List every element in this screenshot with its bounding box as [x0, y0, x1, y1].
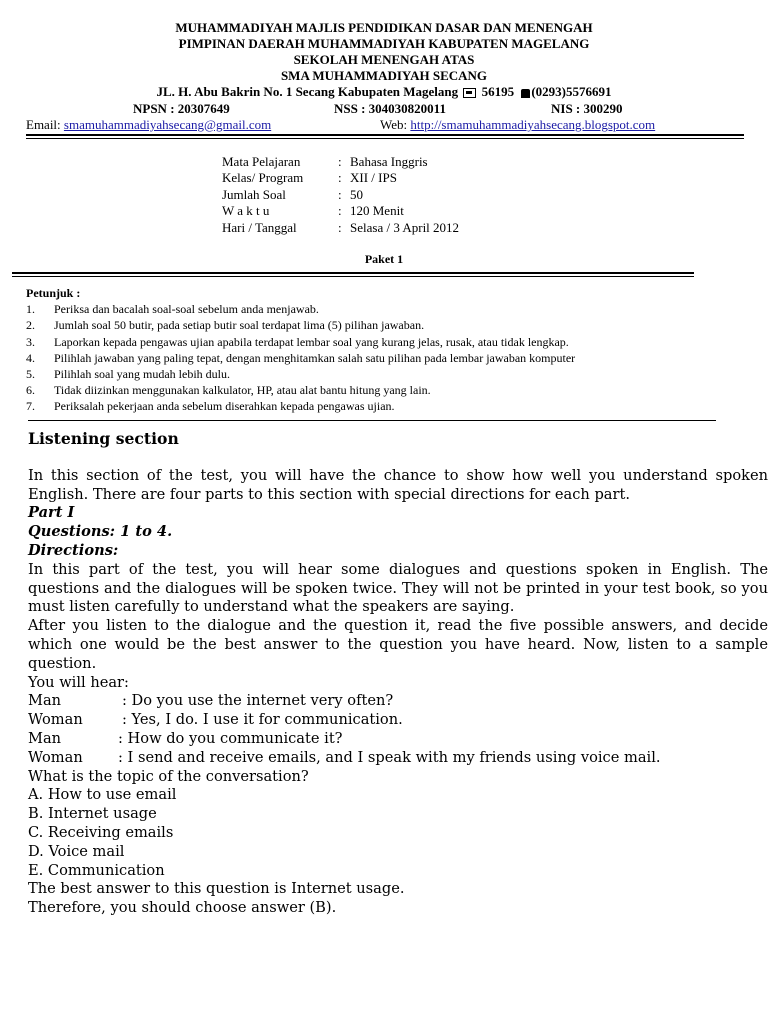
exam-info [222, 154, 459, 236]
school-address: JL. H. Abu Bakrin No. 1 Secang Kabupaten Magelang [156, 84, 459, 99]
directions-paragraph: After you listen to the dialogue and the question it, read the five possible answers, and decide which one would be the best answer to the question you have heard. Now, listen to a sample question. [28, 617, 768, 672]
exam-info-row: Hari / Tanggal : Selasa / 3 April 2012 [222, 219, 460, 235]
mailbox-icon [463, 88, 476, 98]
answer-option: B. Internet usage [28, 805, 157, 823]
info-divider-thin [12, 276, 694, 277]
instruction-item: 2. Jumlah soal 50 butir, pada setiap butir soal terdapat lima (5) pilihan jawaban. [26, 318, 425, 333]
school-address-line [0, 84, 768, 100]
email-link[interactable]: smamuhammadiyahsecang@gmail.com [63, 117, 272, 132]
section-title: Listening section [28, 429, 179, 448]
dialogue-line: Man : How do you communicate it? [28, 729, 343, 747]
instruction-item: 5. Pilihlah soal yang mudah lebih dulu. [26, 367, 230, 382]
instruction-item: 3. Laporkan kepada pengawas ujian apabila terdapat lembar soal yang kurang jelas, rusak, atau tidak lengkap. [26, 334, 569, 349]
answer-explanation: Therefore, you should choose answer (B). [28, 899, 337, 917]
web-label: Web: [380, 117, 408, 132]
npsn: NPSN : 20307649 [133, 101, 230, 116]
instruction-item: 6. Tidak diizinkan menggunakan kalkulator, HP, atau alat bantu hitung yang lain. [26, 383, 431, 398]
dialogue-line: Woman : Yes, I do. I use it for communication. [28, 711, 403, 729]
directions-heading: Directions: [28, 541, 119, 559]
nis: NIS : 300290 [551, 101, 623, 116]
letterhead-divider [26, 134, 744, 136]
org-name: MUHAMMADIYAH MAJLIS PENDIDIKAN DASAR DAN MENENGAH [175, 20, 593, 35]
listening-section [28, 430, 768, 918]
info-divider [12, 272, 694, 274]
nss: NSS : 304030820011 [334, 101, 446, 116]
instructions [26, 285, 726, 415]
web-link[interactable]: http://smamuhammadiyahsecang.blogspot.com [410, 117, 656, 132]
instruction-item: 1. Periksa dan bacalah soal-soal sebelum anda menjawab. [26, 302, 319, 317]
org-region: PIMPINAN DAERAH MUHAMMADIYAH KABUPATEN MAGELANG [178, 36, 590, 51]
dialogue-line: Woman : I send and receive emails, and I speak with my friends using voice mail. [28, 748, 661, 766]
contact-line [26, 117, 726, 133]
exam-info-row: Jumlah Soal : 50 [222, 186, 363, 202]
questions-range: Questions: 1 to 4. [28, 523, 173, 541]
section-intro: In this section of the test, you will have the chance to show how well you understand spoken English. There are four parts to this section with special directions for each part. [28, 466, 768, 503]
email-label: Email: [26, 117, 61, 132]
phone-icon [521, 89, 530, 98]
school-level: SEKOLAH MENENGAH ATAS [293, 52, 475, 67]
directions-paragraph: In this part of the test, you will hear some dialogues and questions spoken in English. The questions and the dialogues will be spoken twice. They will not be printed in your test book, so you must listen carefully to understand what the speakers are saying. [28, 560, 768, 616]
exam-info-row: Kelas/ Program : XII / IPS [222, 170, 397, 186]
answer-option: D. Voice mail [28, 842, 125, 860]
phone-number: (0293)5576691 [531, 84, 612, 99]
you-will-hear: You will hear: [28, 673, 129, 691]
exam-info-row: W a k t u : 120 Menit [222, 203, 404, 219]
answer-option: A. How to use email [28, 786, 177, 804]
school-name: SMA MUHAMMADIYAH SECANG [280, 68, 488, 83]
sample-question: What is the topic of the conversation? [28, 767, 309, 785]
paket-label: Paket 1 [364, 252, 404, 266]
answer-explanation: The best answer to this question is Internet usage. [28, 880, 405, 898]
dialogue-line: Man : Do you use the internet very often? [28, 692, 394, 710]
postal-code: 56195 [481, 84, 515, 99]
instruction-item: 4. Pilihlah jawaban yang paling tepat, dengan menghitamkan salah satu pilihan pada lembar jawaban komputer [26, 350, 576, 365]
part-heading: Part I [28, 504, 75, 522]
instructions-divider [28, 420, 716, 421]
instructions-title: Petunjuk : [26, 286, 81, 300]
instruction-item: 7. Periksalah pekerjaan anda sebelum diserahkan kepada pengawas ujian. [26, 399, 395, 414]
answer-option: C. Receiving emails [28, 823, 174, 841]
exam-info-row: Mata Pelajaran : Bahasa Inggris [222, 154, 428, 169]
answer-option: E. Communication [28, 861, 165, 879]
letterhead-divider-thin [26, 138, 744, 139]
letterhead [0, 20, 768, 100]
